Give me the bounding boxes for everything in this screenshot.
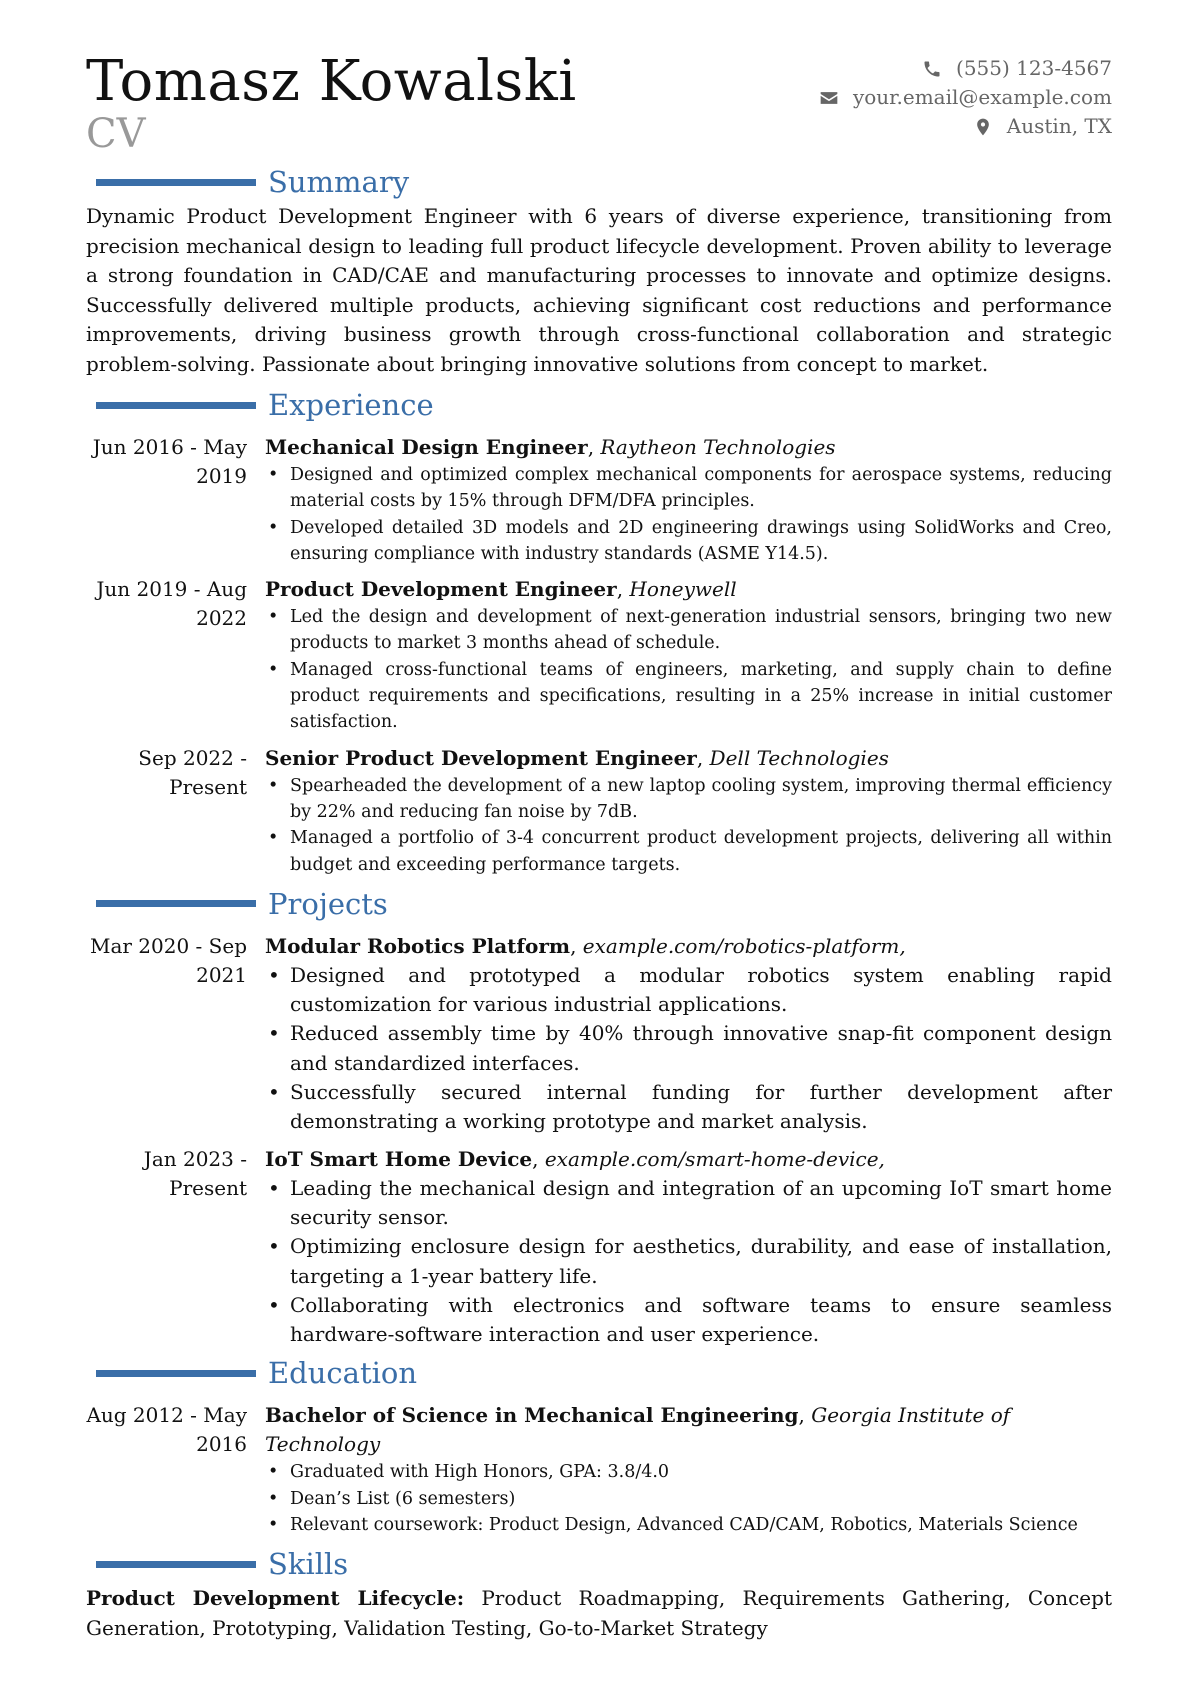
list-item: • Optimizing enclosure design for aesthetics, durability, and ease of installation, targeting a 1-year battery life. xyxy=(265,1232,1112,1291)
entry-bullets xyxy=(265,1459,1112,1538)
section-divider-bar xyxy=(96,402,256,409)
experience-list xyxy=(86,433,1112,878)
entry-organization: Raytheon Technologies xyxy=(600,435,836,459)
experience-section-heading xyxy=(86,385,1112,425)
candidate-name: Tomasz Kowalski xyxy=(86,49,577,114)
entry-bullets xyxy=(265,604,1112,735)
entry-organization: Dell Technologies xyxy=(709,745,889,770)
education-section-heading xyxy=(86,1353,1112,1393)
entry-bullets xyxy=(265,961,1112,1137)
entry-date: Sep 2022 - Present xyxy=(138,745,247,799)
list-item: • Leading the mechanical design and integration of an upcoming IoT smart home security sensor. xyxy=(265,1174,1112,1233)
projects-list xyxy=(86,932,1112,1350)
list-item: • Reduced assembly time by 40% through innovative snap-fit component design and standardized interfaces. xyxy=(265,1019,1112,1078)
list-item: • Designed and prototyped a modular robotics system enabling rapid customization for various industrial applications. xyxy=(265,961,1112,1020)
list-item: • Managed a portfolio of 3-4 concurrent product development projects, delivering all within budget and exceeding performance targets. xyxy=(265,825,1112,878)
summary-text: Dynamic Product Development Engineer with 6 years of diverse experience, transitioning from precision mechanical design to leading full product lifecycle development. Proven ability to leverage a strong foundation in CAD/CAE and manufacturing processes to innovate and optimize designs. Successfully delivered multiple products, achieving significant cost reductions and performance improvements, driving business growth through cross-functional collaboration and strategic problem-solving. Passionate about bringing innovative solutions from concept to market. xyxy=(86,204,1112,376)
project-link[interactable]: example.com/robotics-platform, xyxy=(582,933,906,958)
entry-bullets xyxy=(265,773,1112,878)
cv-page xyxy=(86,40,1112,1643)
list-item: • Developed detailed 3D models and 2D engineering drawings using SolidWorks and Creo, ensuring compliance with industry standards (ASME Y14.5). xyxy=(265,515,1112,568)
entry-organization: Honeywell xyxy=(629,577,737,602)
section-divider-bar xyxy=(96,1370,256,1377)
degree-name: Bachelor of Science in Mechanical Engineering xyxy=(265,1403,799,1428)
project-entry: Jan 2023 - Present IoT Smart Home Device, example.com/smart-home-device, • Leading the mechanical design and integration of an upcoming IoT smart home security sensor. • Optimizing enclosure design for aesthetics, durability, and ease of installation, targeting a 1-year battery life. • Collaborating with electronics and software teams to ensure seamless hardware-software interaction and user experience. xyxy=(86,1145,1112,1350)
entry-date: Aug 2012 - May 2016 xyxy=(86,1403,247,1457)
list-item: • Managed cross-functional teams of engineers, marketing, and supply chain to define product requirements and specifications, resulting in a 25% increase in initial customer satisfaction. xyxy=(265,657,1112,736)
list-item: • Successfully secured internal funding for further development after demonstrating a working prototype and market analysis. xyxy=(265,1078,1112,1137)
entry-role: Senior Product Development Engineer xyxy=(265,745,697,770)
section-divider-bar xyxy=(96,179,256,186)
experience-entry: Jun 2016 - May 2019 Mechanical Design Engineer, Raytheon Technologies • Designed and optimized complex mechanical components for aerospace systems, reducing material costs by 15% through DFM/DFA principles. • Developed detailed 3D models and 2D engineering drawings using SolidWorks and Creo, ensuring compliance with industry standards (ASME Y14.5). xyxy=(86,433,1112,567)
contact-email xyxy=(819,83,1112,112)
contact-location xyxy=(819,112,1112,141)
list-item: • Graduated with High Honors, GPA: 3.8/4.0 xyxy=(265,1459,1112,1485)
skills-section-heading xyxy=(86,1544,1112,1584)
section-divider-bar xyxy=(96,900,256,907)
education-entry: Aug 2012 - May 2016 Bachelor of Science in Mechanical Engineering, Georgia Institute of Technology • Graduated with High Honors, GPA: 3.8/4.0 • Dean’s List (6 semesters) • Relevant coursework: Product Design, Advanced CAD/CAM, Robotics, Materials Science xyxy=(86,1401,1112,1538)
section-divider-bar xyxy=(96,1561,256,1568)
list-item: • Relevant coursework: Product Design, Advanced CAD/CAM, Robotics, Materials Science xyxy=(265,1512,1112,1538)
section-title: Projects xyxy=(268,886,388,921)
project-name: IoT Smart Home Device xyxy=(265,1146,533,1171)
cv-header xyxy=(86,40,1112,158)
list-item: • Spearheaded the development of a new laptop cooling system, improving thermal efficiency by 22% and reducing fan noise by 7dB. xyxy=(265,773,1112,826)
list-item: • Dean’s List (6 semesters) xyxy=(265,1486,1112,1512)
envelope-icon xyxy=(819,88,839,108)
location: Austin, TX xyxy=(1006,114,1112,138)
projects-section-heading xyxy=(86,884,1112,924)
skills-text xyxy=(86,1584,1112,1643)
institution-name: Georgia Institute of Technology xyxy=(265,1403,1011,1457)
phone-icon xyxy=(922,59,942,79)
section-title: Experience xyxy=(268,388,434,422)
entry-date: Mar 2020 - Sep 2021 xyxy=(89,933,247,987)
list-item: • Led the design and development of next-generation industrial sensors, bringing two new products to market 3 months ahead of schedule. xyxy=(265,604,1112,657)
summary-section-heading xyxy=(86,162,1112,202)
list-item: • Designed and optimized complex mechanical components for aerospace systems, reducing material costs by 15% through DFM/DFA principles. xyxy=(265,462,1112,515)
section-title: Summary xyxy=(268,165,410,199)
document-type: CV xyxy=(86,111,146,157)
project-link[interactable]: example.com/smart-home-device, xyxy=(544,1146,885,1171)
experience-entry: Sep 2022 - Present Senior Product Development Engineer, Dell Technologies • Spearheaded the development of a new laptop cooling system, improving thermal efficiency by 22% and reducing fan noise by 7dB. • Managed a portfolio of 3-4 concurrent product development projects, delivering all within budget and exceeding performance targets. xyxy=(86,744,1112,878)
contact-info xyxy=(819,54,1112,141)
education-list xyxy=(86,1401,1112,1538)
entry-bullets xyxy=(265,1174,1112,1350)
skill-category: Product Development Lifecycle: xyxy=(86,1586,465,1611)
entry-date: Jun 2016 - May 2019 xyxy=(92,435,247,488)
entry-bullets xyxy=(265,462,1112,567)
section-title: Education xyxy=(268,1356,418,1391)
phone-number[interactable]: (555) 123-4567 xyxy=(956,56,1112,80)
map-marker-icon xyxy=(973,117,993,137)
list-item: • Collaborating with electronics and software teams to ensure seamless hardware-software interaction and user experience. xyxy=(265,1291,1112,1350)
contact-phone xyxy=(819,54,1112,83)
entry-role: Product Development Engineer xyxy=(265,577,617,602)
experience-entry: Jun 2019 - Aug 2022 Product Development Engineer, Honeywell • Led the design and development of next-generation industrial sensors, bringing two new products to market 3 months ahead of schedule. • Managed cross-functional teams of engineers, marketing, and supply chain to define product requirements and specifications, resulting in a 25% increase in initial customer satisfaction. xyxy=(86,575,1112,735)
skill-items: Product Roadmapping, Requirements Gathering, Concept Generation, Prototyping, Validation Testing, Go-to-Market Strategy xyxy=(86,1586,1112,1640)
entry-role: Mechanical Design Engineer xyxy=(265,435,588,459)
entry-date: Jan 2023 - Present xyxy=(143,1146,247,1200)
project-entry: Mar 2020 - Sep 2021 Modular Robotics Platform, example.com/robotics-platform, • Designed and prototyped a modular robotics system enabling rapid customization for various industrial applications. • Reduced assembly time by 40% through innovative snap-fit component design and standardized interfaces. • Successfully secured internal funding for further development after demonstrating a working prototype and market analysis. xyxy=(86,932,1112,1137)
email-address[interactable]: your.email@example.com xyxy=(852,85,1112,109)
section-title: Skills xyxy=(268,1547,349,1582)
project-name: Modular Robotics Platform xyxy=(265,933,571,958)
entry-date: Jun 2019 - Aug 2022 xyxy=(96,577,247,631)
